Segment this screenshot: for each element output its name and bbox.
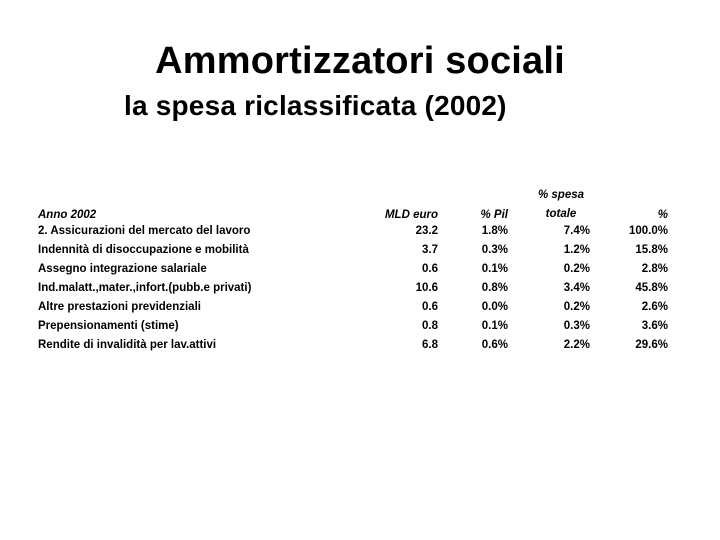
table-row: [38, 317, 678, 336]
row-label: Ind.malatt.,mater.,infort.(pubb.e privati): [38, 282, 252, 294]
slide-subtitle: la spesa riclassificata (2002): [124, 90, 507, 121]
row-mld: 0.6: [422, 263, 438, 275]
header-mld-euro: MLD euro: [384, 209, 438, 221]
row-label: Prepensionamenti (stime): [38, 320, 179, 332]
row-label: Indennità di disoccupazione e mobilità: [38, 244, 249, 256]
row-spesa: 0.2%: [563, 263, 590, 275]
data-table: [38, 182, 678, 355]
row-pct: 29.6%: [635, 339, 668, 351]
row-pil: 0.6%: [481, 339, 508, 351]
table-row: [38, 279, 678, 298]
row-spesa: 0.3%: [563, 320, 590, 332]
row-spesa: 0.2%: [563, 301, 590, 313]
table-row: [38, 298, 678, 317]
row-label: Assegno integrazione salariale: [38, 263, 207, 275]
row-pil: 0.1%: [481, 320, 508, 332]
row-spesa: 3.4%: [563, 282, 590, 294]
row-pct: 15.8%: [635, 244, 668, 256]
row-spesa: 2.2%: [563, 339, 590, 351]
row-spesa: 1.2%: [563, 244, 590, 256]
header-pct: %: [657, 209, 668, 221]
row-pil: 0.0%: [481, 301, 508, 313]
row-pct: 2.6%: [641, 301, 668, 313]
row-pil: 0.1%: [481, 263, 508, 275]
slide-title: Ammortizzatori sociali: [155, 40, 565, 82]
row-pct: 45.8%: [635, 282, 668, 294]
row-pil: 1.8%: [481, 225, 508, 237]
row-spesa: 7.4%: [563, 225, 590, 237]
row-mld: 6.8: [422, 339, 438, 351]
row-pil: 0.8%: [481, 282, 508, 294]
header-pct-pil: % Pil: [480, 209, 508, 221]
row-mld: 0.8: [422, 320, 438, 332]
row-mld: 23.2: [415, 225, 438, 237]
table-row: [38, 336, 678, 355]
row-label: Altre prestazioni previdenziali: [38, 301, 201, 313]
row-mld: 3.7: [422, 244, 438, 256]
row-mld: 10.6: [415, 282, 438, 294]
header-pct-spesa-totale: % spesa totale: [537, 189, 585, 220]
row-pct: 100.0%: [628, 225, 668, 237]
row-pct: 3.6%: [641, 320, 668, 332]
row-pct: 2.8%: [641, 263, 668, 275]
row-pil: 0.3%: [481, 244, 508, 256]
row-label: Rendite di invalidità per lav.attivi: [38, 339, 217, 351]
header-year: Anno 2002: [38, 209, 97, 221]
table-header-row: [38, 182, 678, 222]
table-row: [38, 222, 678, 241]
row-mld: 0.6: [422, 301, 438, 313]
table-row: [38, 241, 678, 260]
row-label: 2. Assicurazioni del mercato del lavoro: [38, 225, 251, 237]
table-row: [38, 260, 678, 279]
